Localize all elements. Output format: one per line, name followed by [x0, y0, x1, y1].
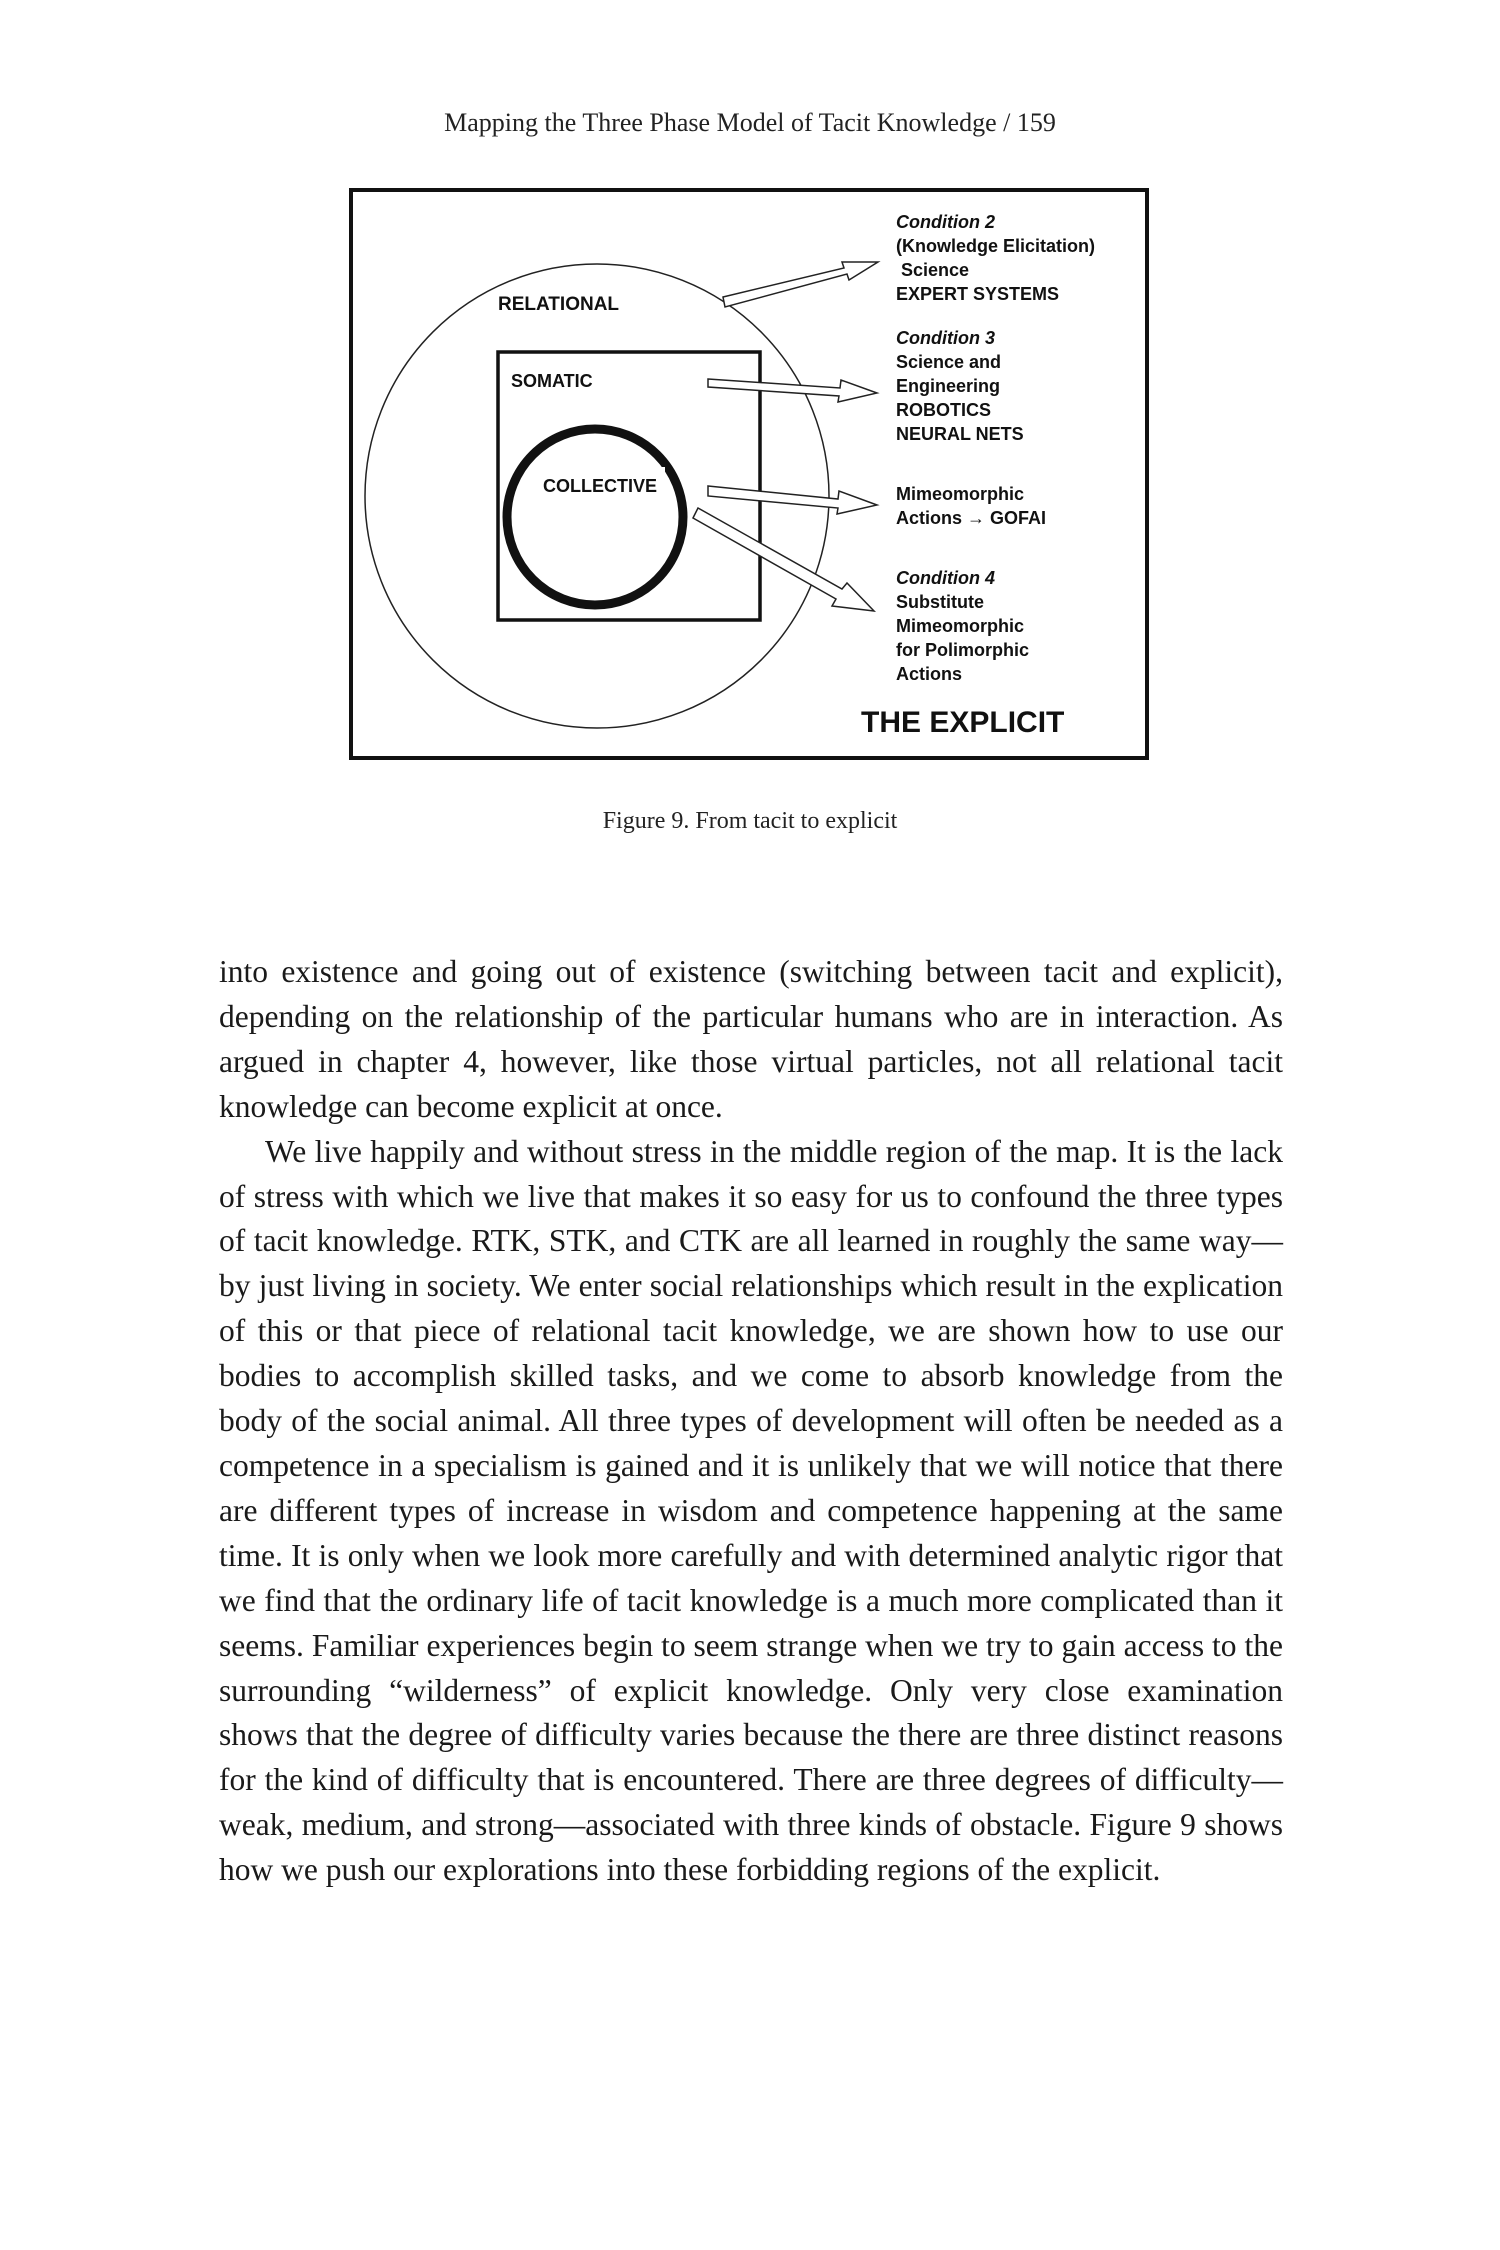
condition-4-line: Mimeomorphic: [896, 616, 1025, 636]
figure-svg: [353, 192, 1145, 756]
mimeomorphic-block: [896, 484, 1046, 528]
arrow-collective: [708, 486, 877, 514]
figure-caption: Figure 9. From tacit to explicit: [602, 808, 898, 834]
mimeomorphic-line: Mimeomorphic: [896, 484, 1025, 504]
mimeomorphic-line: Actions → GOFAI: [896, 508, 1047, 528]
condition-4-line: for Polimorphic: [896, 640, 1030, 660]
condition-4-line: Substitute: [896, 592, 984, 612]
collective-label: COLLECTIVE: [543, 476, 658, 496]
arrow-collective-diagonal: [693, 508, 874, 611]
condition-2-line: EXPERT SYSTEMS: [896, 284, 1060, 304]
condition-2-title: Condition 2: [896, 212, 995, 232]
condition-block-4: [896, 568, 1029, 684]
condition-3-line: NEURAL NETS: [896, 424, 1024, 444]
arrow-relational: [723, 262, 878, 307]
condition-3-line: Science and: [896, 352, 1002, 372]
condition-3-line: Engineering: [896, 376, 1001, 396]
running-head: Mapping the Three Phase Model of Tacit Knowledge / 159: [444, 108, 1056, 137]
figure-diagram: [349, 188, 1149, 760]
explicit-label: THE EXPLICIT: [861, 706, 1065, 739]
collective-circle: [507, 429, 683, 605]
relational-label: RELATIONAL: [498, 294, 620, 315]
arrow-somatic: [708, 379, 877, 402]
paragraph: into existence and going out of existence (switching between tacit and explicit), depending on the relationship of the particular humans who are in interaction. As argued in chapter 4, however, like those virtual particles, not all relational tacit knowledge can become explicit at once.: [219, 954, 1283, 1124]
condition-3-title: Condition 3: [896, 328, 995, 348]
condition-4-line: Actions: [896, 664, 963, 684]
condition-block-3: [896, 328, 1024, 444]
condition-2-line: (Knowledge Elicitation): [896, 236, 1096, 256]
condition-2-line: Science: [896, 260, 970, 280]
condition-3-line: ROBOTICS: [896, 400, 992, 420]
condition-4-title: Condition 4: [896, 568, 995, 588]
somatic-label: SOMATIC: [511, 371, 593, 391]
condition-block-2: [896, 212, 1095, 304]
body-text: [219, 950, 1283, 1893]
paragraph: We live happily and without stress in the middle region of the map. It is the lack of stress with which we live that makes it so easy for us to confound the three types of tacit knowledge. RTK, STK, and CTK are all learned in roughly the same way—by just living in society. We enter social relationships which result in the explication of this or that piece of relational tacit knowledge, we are shown how to use our bodies to accomplish skilled tasks, and we come to absorb knowledge from the body of the social animal. All three types of development will often be needed as a competence in a specialism is gained and it is unlikely that we will notice that there are different types of increase in wisdom and competence happening at the same time. It is only when we look more carefully and with determined analytic rigor that we find that the ordinary life of tacit knowledge is a much more complicated than it seems. Familiar experiences begin to seem strange when we try to gain access to the surrounding “wilderness” of explicit knowledge. Only very close examination shows that the degree of difficulty varies because the there are three distinct reasons for the kind of difficulty that is encountered. There are three degrees of difficulty—weak, medium, and strong—associated with three kinds of obstacle. Figure 9 shows how we push our explorations into these forbidding regions of the explicit.: [219, 1133, 1283, 1888]
